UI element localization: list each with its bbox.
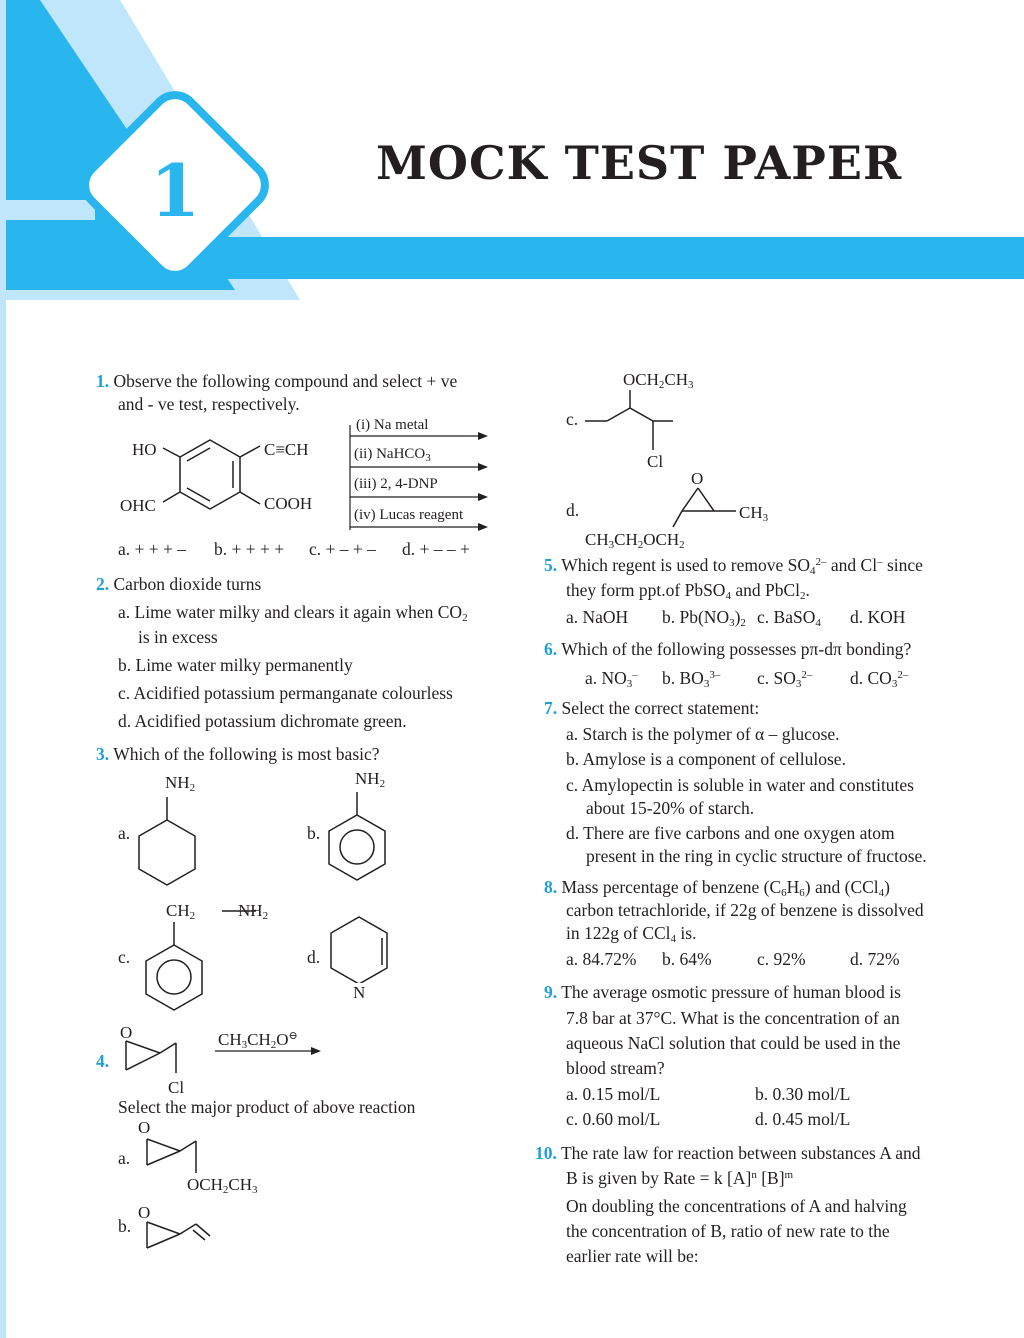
q4-number: 4.	[96, 1051, 110, 1071]
q3-label-b: b.	[307, 823, 321, 843]
q4a-o: O	[138, 1118, 151, 1137]
q9-line1: 9. The average osmotic pressure of human blood is	[544, 982, 901, 1002]
q2-option-b: b. Lime water milky permanently	[118, 655, 353, 675]
q5-line2: they form ppt.of PbSO$_4$ and PbCl$_2$.	[566, 580, 810, 602]
q1-option-c: c. + – + –	[309, 539, 376, 559]
q7-option-b: b. Amylose is a component of cellulose.	[566, 749, 846, 769]
q3d-n: N	[353, 983, 366, 1002]
q1-option-d: d. + – – +	[402, 539, 470, 559]
q5-option-b: b. $Pb(NO_3)_2$	[662, 607, 746, 629]
q4-arrow	[215, 1045, 325, 1057]
q9-option-d: d. 0.45 mol/L	[755, 1109, 851, 1129]
q3c-benzene	[137, 920, 217, 1030]
chapter-number: 1	[150, 148, 201, 233]
q2-option-a-cont: is in excess	[138, 627, 218, 647]
q9-line2: 7.8 bar at 37°C. What is the concentration of an	[566, 1008, 900, 1028]
q8-line2: carbon tetrachloride, if 22g of benzene is dissolved	[566, 900, 924, 920]
q5-option-c: c. BaSO$_4$	[757, 607, 821, 629]
q4c-och2ch3: $OCH_2CH_3$	[623, 370, 694, 391]
q1-test-1: (i) Na metal	[356, 417, 429, 433]
q7-option-d-cont: present in the ring in cyclic structure of fructose.	[586, 846, 927, 866]
q7-option-c-cont: about 15-20% of starch.	[586, 798, 755, 818]
q5-option-d: d. KOH	[850, 607, 906, 627]
q1-benzene-structure	[155, 430, 275, 540]
q4-label-a: a.	[118, 1148, 131, 1168]
q10-line1: 10. The rate law for reaction between substances A and	[535, 1143, 921, 1163]
q4d-ch3: $CH_3$	[739, 503, 769, 524]
q2-option-c: c. Acidified potassium permanganate colourless	[118, 683, 453, 703]
q9-option-a: a. 0.15 mol/L	[566, 1084, 661, 1104]
q2-stem: 2. Carbon dioxide turns	[96, 574, 262, 594]
q7-option-d: d. There are five carbons and one oxygen atom	[566, 823, 895, 843]
q6-option-a: a. $NO_3^-$	[585, 668, 638, 690]
q9-line4: blood stream?	[566, 1058, 665, 1078]
q1-number: 1.	[96, 371, 110, 391]
q1-line2: and - ve test, respectively.	[118, 394, 300, 414]
q6-option-d: d. $CO_3^{2-}$	[850, 668, 909, 690]
q1-test-4: (iv) Lucas reagent	[354, 507, 464, 523]
q10-line2: B is given by Rate = k $[A]^n$ $[B]^m$	[566, 1168, 794, 1188]
q8-option-a: a. 84.72%	[566, 949, 637, 969]
q8-option-d: d. 72%	[850, 949, 900, 969]
q9-option-c: c. 0.60 mol/L	[566, 1109, 661, 1129]
q1-ohc: OHC	[120, 496, 156, 515]
q4-reagent: $CH_3CH_2O^⊖$	[218, 1030, 298, 1051]
q10-line5: earlier rate will be:	[566, 1246, 699, 1266]
q3c-nh2: $NH_2$	[238, 901, 269, 922]
q7-option-c: c. Amylopectin is soluble in water and constitutes	[566, 775, 914, 795]
q3c-ch2: $CH_2$	[166, 901, 196, 922]
q4-label-b: b.	[118, 1216, 132, 1236]
q3a-cyclohexane	[130, 795, 210, 905]
q4b-o: O	[138, 1203, 151, 1222]
q4c-cl: Cl	[647, 452, 664, 471]
q4d-o: O	[691, 469, 704, 488]
q6-option-c: c. $SO_3^{2-}$	[757, 668, 813, 690]
q8-option-b: b. 64%	[662, 949, 712, 969]
q3b-benzene	[320, 790, 400, 900]
q4-label-d: d.	[566, 500, 580, 520]
q4-label-c: c.	[566, 409, 579, 429]
q1-test-3: (iii) 2, 4-DNP	[354, 476, 438, 492]
q7-option-a: a. Starch is the polymer of α – glucose.	[566, 724, 840, 744]
q1-ho: HO	[132, 440, 157, 459]
q3-stem: 3. Which of the following is most basic?	[96, 744, 380, 764]
q4-stem: Select the major product of above reaction	[118, 1097, 416, 1117]
page-title: MOCK TEST PAPER	[376, 136, 903, 190]
q1-alkyne: C≡CH	[264, 440, 309, 459]
q4c-structure	[585, 388, 705, 468]
q5-line1: 5. Which regent is used to remove $SO_4^{2-}$ and Cl– since	[544, 555, 923, 577]
q9-line3: aqueous NaCl solution that could be used in the	[566, 1033, 901, 1053]
q3-label-c: c.	[118, 947, 131, 967]
q8-line3: in 122g of CCl$_4$ is.	[566, 923, 697, 945]
q5-option-a: a. NaOH	[566, 607, 629, 627]
q10-line3: On doubling the concentrations of A and halving	[566, 1196, 907, 1216]
q9-option-b: b. 0.30 mol/L	[755, 1084, 851, 1104]
q3-label-d: d.	[307, 947, 321, 967]
q4d-ch3ch2och2: $CH_3CH_2OCH_2$	[585, 530, 685, 551]
q8-line1: 8. Mass percentage of benzene $(C_6H_6)$ and (CCl$_4$)	[544, 877, 890, 899]
q10-line4: the concentration of B, ratio of new rate to the	[566, 1221, 890, 1241]
q3a-nh2: $NH_2$	[165, 773, 196, 794]
q2-option-a: a. Lime water milky and clears it again when $CO_2$	[118, 602, 468, 624]
q1-cooh: COOH	[264, 494, 313, 513]
q1-text	[96, 370, 457, 392]
q4a-och2ch3: $OCH_2CH_3$	[187, 1175, 258, 1196]
q6-stem: 6. Which of the following possesses pπ-dπ bonding?	[544, 639, 912, 659]
q1-option-b: b. + + + +	[214, 539, 285, 559]
q1-test-2: (ii) NaHCO$_3$	[354, 446, 431, 464]
q3b-nh2: $NH_2$	[355, 769, 386, 790]
q4-o: O	[120, 1023, 133, 1042]
q6-option-b: b. $BO_3^{3-}$	[662, 668, 721, 690]
q7-stem: 7. Select the correct statement:	[544, 698, 760, 718]
q8-option-c: c. 92%	[757, 949, 806, 969]
q3-label-a: a.	[118, 823, 131, 843]
q2-option-d: d. Acidified potassium dichromate green.	[118, 711, 407, 731]
q4-cl: Cl	[168, 1078, 185, 1097]
q1-line1: Observe the following compound and select + ve	[113, 371, 458, 391]
q1-option-a: a. + + + –	[118, 539, 187, 559]
q4b-structure	[140, 1210, 220, 1260]
